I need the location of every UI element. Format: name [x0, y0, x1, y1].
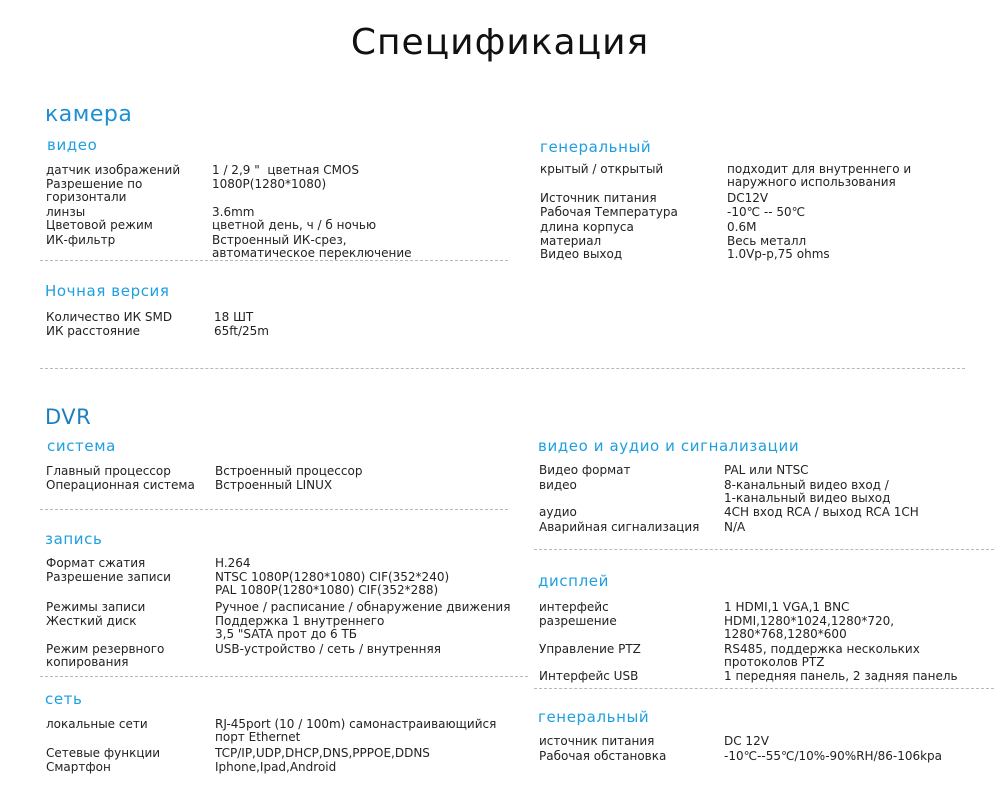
spec-label: Разрешение записи — [46, 570, 171, 584]
spec-value: 0.6M — [727, 220, 757, 234]
spec-value: H.264 — [215, 556, 251, 570]
spec-value: 1 / 2,9 " цветная CMOS — [212, 163, 359, 177]
divider — [40, 676, 528, 677]
divider — [40, 260, 508, 261]
spec-label: аудио — [539, 505, 577, 519]
spec-value: Встроенный ИК-срез, автоматическое переключение — [212, 233, 412, 260]
spec-value: 8-канальный видео вход / 1-канальный видео выход — [724, 478, 891, 505]
spec-label: Сетевые функции — [46, 746, 161, 760]
spec-label: видео — [539, 478, 577, 492]
section-divider — [40, 368, 965, 369]
spec-label: Источник питания — [540, 191, 657, 205]
dvr-heading: DVR — [45, 405, 92, 429]
spec-value: Встроенный LINUX — [215, 478, 333, 492]
spec-label: Режим резервного копирования — [46, 642, 165, 669]
spec-label: материал — [540, 234, 602, 248]
spec-value: цветной день, ч / б ночью — [212, 218, 377, 232]
spec-label: Рабочая обстановка — [539, 749, 667, 763]
spec-value: DC 12V — [724, 734, 769, 748]
spec-label: разрешение — [539, 614, 617, 628]
spec-value: TCP/IP,UDP,DHCP,DNS,PPPOE,DDNS — [215, 746, 430, 760]
spec-label: Жесткий диск — [46, 614, 137, 628]
spec-value: 1 HDMI,1 VGA,1 BNC — [724, 600, 850, 614]
spec-value: NTSC 1080P(1280*1080) CIF(352*240) PAL 1080P(1280*1080) CIF(352*288) — [215, 570, 450, 597]
spec-value: RJ-45port (10 / 100m) самонастраивающийся порт Ethernet — [215, 717, 497, 744]
dvr-system-heading: система — [47, 437, 116, 455]
spec-value: 1 передняя панель, 2 задняя панель — [724, 669, 958, 683]
spec-value: 3.6mm — [212, 205, 255, 219]
spec-label: Главный процессор — [46, 464, 171, 478]
spec-label: Операционная система — [46, 478, 195, 492]
spec-label: Видео формат — [539, 463, 631, 477]
spec-label: Рабочая Температура — [540, 205, 678, 219]
spec-value: 1.0Vp-p,75 ohms — [727, 247, 830, 261]
spec-label: длина корпуса — [540, 220, 634, 234]
spec-value: HDMI,1280*1024,1280*720, 1280*768,1280*600 — [724, 614, 895, 641]
page-title: Спецификация — [350, 22, 650, 63]
spec-label: Смартфон — [46, 760, 111, 774]
dvr-general-heading: генеральный — [538, 708, 650, 726]
divider — [534, 549, 994, 550]
dvr-record-heading: запись — [45, 530, 103, 548]
spec-value: Весь металл — [727, 234, 807, 248]
spec-label: ИК расстояние — [46, 324, 141, 338]
spec-label: Разрешение по горизонтали — [46, 177, 143, 204]
spec-value: 65ft/25m — [214, 324, 269, 338]
spec-label: источник питания — [539, 734, 655, 748]
spec-value: Поддержка 1 внутреннего 3,5 "SATA прот до 6 ТБ — [215, 614, 385, 641]
spec-label: Аварийная сигнализация — [539, 520, 700, 534]
spec-value: PAL или NTSC — [724, 463, 809, 477]
spec-label: Режимы записи — [46, 600, 146, 614]
dvr-network-heading: сеть — [45, 690, 83, 708]
spec-label: Количество ИК SMD — [46, 310, 173, 324]
divider — [40, 509, 508, 510]
divider — [534, 688, 994, 689]
spec-value: Встроенный процессор — [215, 464, 363, 478]
spec-value: 1080P(1280*1080) — [212, 177, 327, 191]
spec-value: -10℃--55℃/10%-90%RH/86-106kpa — [724, 749, 943, 763]
dvr-display-heading: дисплей — [538, 572, 609, 590]
spec-label: интерфейс — [539, 600, 609, 614]
spec-label: Видео выход — [540, 247, 623, 261]
camera-general-heading: генеральный — [540, 138, 652, 156]
camera-video-heading: видео — [47, 136, 98, 154]
spec-value: 4CH вход RCA / выход RCA 1CH — [724, 505, 919, 519]
spec-label: Интерфейс USB — [539, 669, 639, 683]
spec-value: -10℃ -- 50℃ — [727, 205, 806, 219]
spec-value: DC12V — [727, 191, 769, 205]
spec-label: локальные сети — [46, 717, 148, 731]
spec-label: линзы — [46, 205, 86, 219]
camera-night-heading: Ночная версия — [45, 282, 170, 300]
spec-label: Формат сжатия — [46, 556, 146, 570]
spec-value: Ручное / расписание / обнаружение движения — [215, 600, 511, 614]
spec-value: Iphone,Ipad,Android — [215, 760, 337, 774]
spec-value: 18 ШТ — [214, 310, 254, 324]
camera-heading: камера — [45, 102, 133, 127]
spec-value: подходит для внутреннего и наружного использования — [727, 162, 912, 189]
dvr-av-heading: видео и аудио и сигнализации — [538, 437, 800, 455]
spec-value: N/A — [724, 520, 746, 534]
spec-value: RS485, поддержка нескольких протоколов PTZ — [724, 642, 920, 669]
spec-label: ИК-фильтр — [46, 233, 116, 247]
spec-value: USB-устройство / сеть / внутренняя — [215, 642, 441, 656]
spec-label: Управление PTZ — [539, 642, 641, 656]
spec-label: датчик изображений — [46, 163, 181, 177]
spec-label: Цветовой режим — [46, 218, 153, 232]
spec-label: крытый / открытый — [540, 162, 664, 176]
